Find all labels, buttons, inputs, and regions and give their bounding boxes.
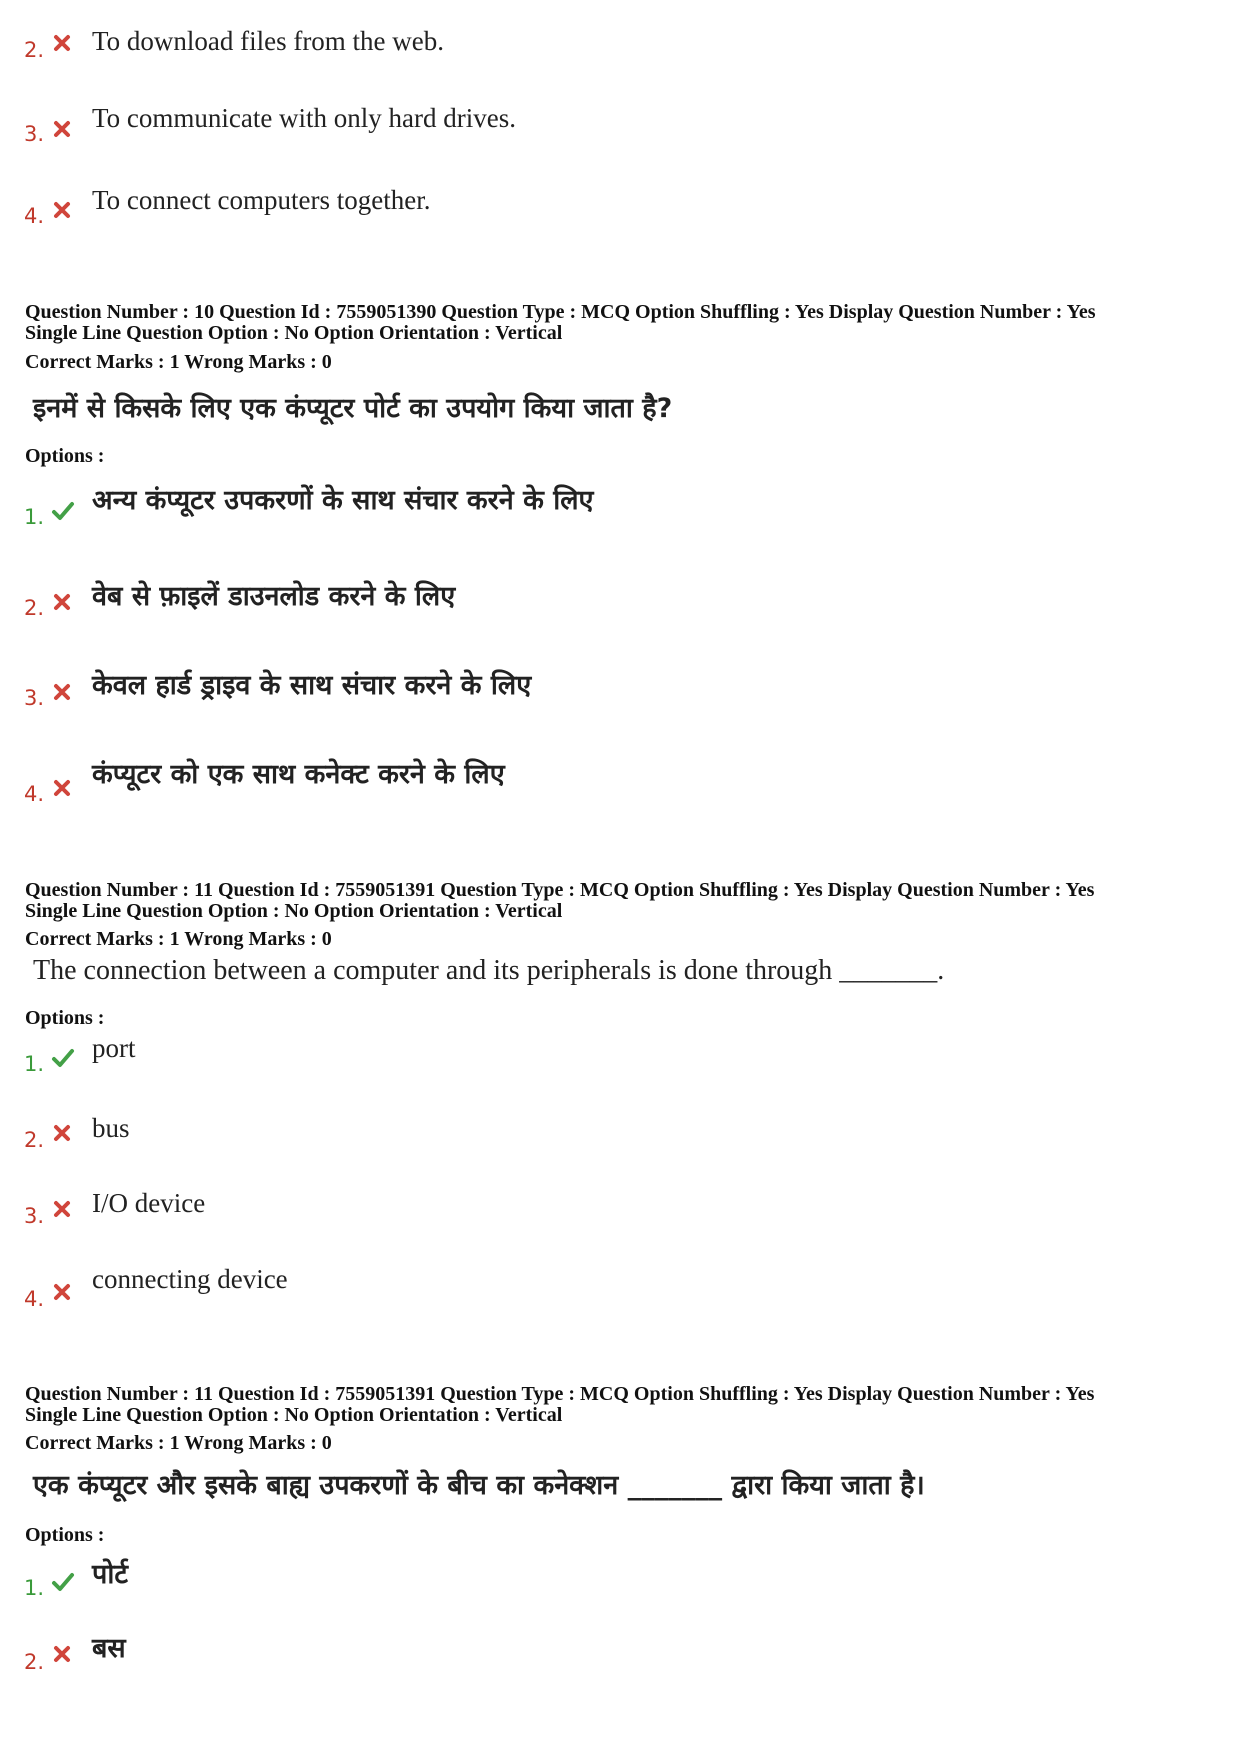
option-number: 4. bbox=[24, 782, 45, 806]
question-meta-line1: Question Number : 11 Question Id : 7559051391 Question Type : MCQ Option Shuffling : Yes Display Question Number : Yes bbox=[25, 879, 1095, 901]
option-text: To communicate with only hard drives. bbox=[92, 103, 517, 133]
question-meta-line2: Single Line Question Option : No Option Orientation : Vertical bbox=[25, 900, 563, 922]
option-text: अन्य कंप्यूटर उपकरणों के साथ संचार करने के लिए bbox=[92, 485, 594, 516]
cross-icon bbox=[50, 680, 74, 704]
option-number: 2. bbox=[24, 1650, 45, 1674]
question-meta-line2: Single Line Question Option : No Option Orientation : Vertical bbox=[25, 1404, 563, 1426]
option-text: कंप्यूटर को एक साथ कनेक्ट करने के लिए bbox=[92, 759, 505, 790]
check-icon bbox=[51, 499, 75, 523]
question-marks: Correct Marks : 1 Wrong Marks : 0 bbox=[25, 928, 332, 950]
option-number: 4. bbox=[24, 204, 45, 228]
question-text: इनमें से किसके लिए एक कंप्यूटर पोर्ट का उपयोग किया जाता है? bbox=[33, 393, 673, 424]
option-text: To download files from the web. bbox=[92, 26, 445, 56]
option-text: To connect computers together. bbox=[92, 185, 431, 215]
options-label: Options : bbox=[25, 1007, 105, 1029]
option-text: वेब से फ़ाइलें डाउनलोड करने के लिए bbox=[92, 581, 456, 612]
option-number: 2. bbox=[24, 38, 45, 62]
option-text: बस bbox=[92, 1633, 126, 1664]
option-number: 1. bbox=[24, 1576, 45, 1600]
question-marks: Correct Marks : 1 Wrong Marks : 0 bbox=[25, 1432, 332, 1454]
option-number: 1. bbox=[24, 505, 45, 529]
option-number: 2. bbox=[24, 596, 45, 620]
option-number: 3. bbox=[24, 686, 45, 710]
option-text: connecting device bbox=[92, 1264, 288, 1294]
options-label: Options : bbox=[25, 445, 105, 467]
option-number: 1. bbox=[24, 1052, 45, 1076]
option-text: I/O device bbox=[92, 1188, 206, 1218]
cross-icon bbox=[50, 1121, 74, 1145]
option-text: port bbox=[92, 1033, 136, 1063]
question-text: The connection between a computer and its peripherals is done through _______. bbox=[33, 955, 945, 986]
option-number: 3. bbox=[24, 1204, 45, 1228]
cross-icon bbox=[50, 198, 74, 222]
option-text: bus bbox=[92, 1113, 130, 1143]
cross-icon bbox=[50, 776, 74, 800]
option-text: पोर्ट bbox=[92, 1559, 128, 1590]
question-marks: Correct Marks : 1 Wrong Marks : 0 bbox=[25, 351, 332, 373]
option-number: 3. bbox=[24, 122, 45, 146]
cross-icon bbox=[50, 31, 74, 55]
cross-icon bbox=[50, 590, 74, 614]
question-text: एक कंप्यूटर और इसके बाह्य उपकरणों के बीच का कनेक्शन _______ द्वारा किया जाता है। bbox=[33, 1470, 925, 1501]
option-number: 4. bbox=[24, 1287, 45, 1311]
question-meta-line1: Question Number : 11 Question Id : 7559051391 Question Type : MCQ Option Shuffling : Yes Display Question Number : Yes bbox=[25, 1383, 1095, 1405]
question-meta-line2: Single Line Question Option : No Option Orientation : Vertical bbox=[25, 322, 563, 344]
check-icon bbox=[51, 1046, 75, 1070]
cross-icon bbox=[50, 1197, 74, 1221]
question-meta-line1: Question Number : 10 Question Id : 7559051390 Question Type : MCQ Option Shuffling : Yes Display Question Number : Yes bbox=[25, 301, 1096, 323]
check-icon bbox=[51, 1570, 75, 1594]
cross-icon bbox=[50, 1280, 74, 1304]
option-number: 2. bbox=[24, 1128, 45, 1152]
cross-icon bbox=[50, 1642, 74, 1666]
option-text: केवल हार्ड ड्राइव के साथ संचार करने के लिए bbox=[92, 670, 532, 701]
cross-icon bbox=[50, 117, 74, 141]
options-label: Options : bbox=[25, 1524, 105, 1546]
